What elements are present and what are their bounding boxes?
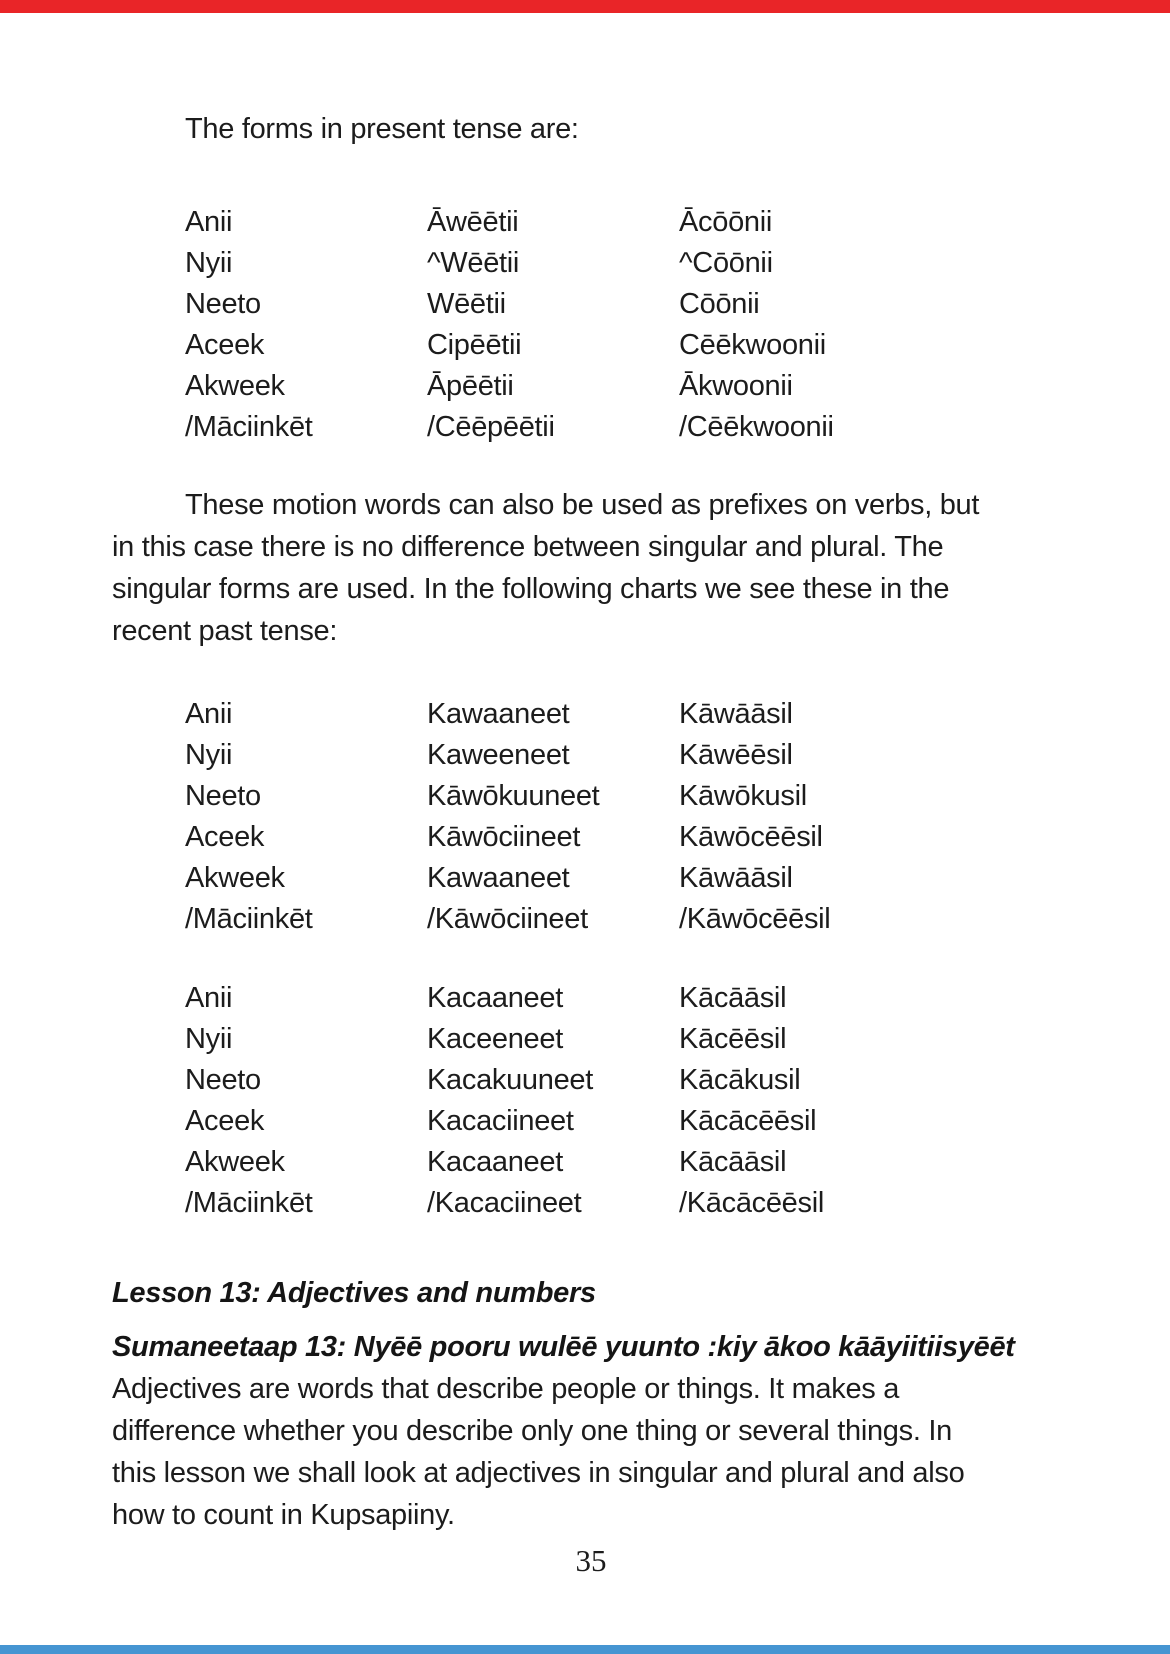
paragraph-line: how to count in Kupsapiiny. — [112, 1499, 455, 1531]
pronoun-cell: /Māciinkēt — [185, 1187, 313, 1219]
verb-form-cell: /Kacaciineet — [427, 1187, 582, 1219]
paragraph-line: singular forms are used. In the following charts we see these in the — [112, 573, 950, 605]
verb-form-cell: Kācākusil — [679, 1064, 801, 1096]
verb-form-cell: Kāwēēsil — [679, 739, 793, 771]
paragraph-line: Adjectives are words that describe people or things. It makes a — [112, 1373, 900, 1405]
table-row — [185, 817, 1070, 858]
paragraph-line: in this case there is no difference between singular and plural. The — [112, 531, 944, 563]
verb-plural-cell: Cēēkwoonii — [679, 329, 826, 361]
verb-form-cell: Kācācēēsil — [679, 1105, 817, 1137]
page-number: 35 — [575, 1543, 607, 1578]
motion-words-paragraph — [112, 484, 1070, 652]
table-row — [185, 366, 1070, 407]
verb-plural-cell: Cōōnii — [679, 288, 760, 320]
pronoun-cell: Anii — [185, 982, 233, 1014]
verb-form-cell: Kāwāāsil — [679, 862, 793, 894]
recent-past-table-1 — [185, 694, 1070, 940]
table-row — [185, 735, 1070, 776]
lesson-heading: Lesson 13: Adjectives and numbers — [112, 1277, 596, 1309]
table-row — [185, 1183, 1070, 1224]
lesson-subheading-kupsapiiny: Sumaneetaap 13: Nyēē pooru wulēē yuunto :kiy ākoo kāāyiitiisyēēt — [112, 1331, 1015, 1363]
pronoun-cell: Neeto — [185, 288, 261, 320]
table-row — [185, 1060, 1070, 1101]
verb-plural-cell: Ākwoonii — [679, 370, 793, 402]
table-row — [185, 243, 1070, 284]
verb-plural-cell: Ācōōnii — [679, 206, 773, 238]
verb-form-cell: Kawaaneet — [427, 862, 570, 894]
table-row — [185, 1101, 1070, 1142]
table-row — [185, 858, 1070, 899]
pronoun-cell: Aceek — [185, 329, 265, 361]
bottom-edge-blue-stripe — [0, 1645, 1170, 1654]
adjectives-paragraph — [112, 1368, 1070, 1536]
verb-form-cell: Kacaaneet — [427, 982, 563, 1014]
pronoun-cell: /Māciinkēt — [185, 411, 313, 443]
verb-form-cell: Kāwōkuuneet — [427, 780, 600, 812]
verb-form-cell: Kacaciineet — [427, 1105, 574, 1137]
table-row — [185, 899, 1070, 940]
verb-form-cell: Kāwōciineet — [427, 821, 581, 853]
pronoun-cell: Nyii — [185, 1023, 233, 1055]
paragraph-line: recent past tense: — [112, 615, 338, 647]
verb-form-cell: Kawaaneet — [427, 698, 570, 730]
verb-singular-cell: ^Wēētii — [427, 247, 520, 279]
verb-form-cell: /Kāwōciineet — [427, 903, 588, 935]
verb-form-cell: Kāwōcēēsil — [679, 821, 823, 853]
pronoun-cell: Neeto — [185, 1064, 261, 1096]
verb-form-cell: /Kāwōcēēsil — [679, 903, 831, 935]
verb-form-cell: Kacakuuneet — [427, 1064, 593, 1096]
verb-form-cell: /Kācācēēsil — [679, 1187, 824, 1219]
table-row — [185, 407, 1070, 448]
verb-form-cell: Kāwāāsil — [679, 698, 793, 730]
pronoun-cell: Nyii — [185, 247, 233, 279]
table-row — [185, 694, 1070, 735]
pronoun-cell: Akweek — [185, 370, 285, 402]
pronoun-cell: /Māciinkēt — [185, 903, 313, 935]
pronoun-cell: Nyii — [185, 739, 233, 771]
pronoun-cell: Anii — [185, 206, 233, 238]
verb-form-cell: Kāwōkusil — [679, 780, 807, 812]
paragraph-line: These motion words can also be used as prefixes on verbs, but — [185, 489, 980, 521]
table-row — [185, 978, 1070, 1019]
verb-singular-cell: Āwēētii — [427, 206, 519, 238]
table-row — [185, 1019, 1070, 1060]
present-tense-table — [185, 202, 1070, 448]
table-row — [185, 1142, 1070, 1183]
paragraph-line: this lesson we shall look at adjectives in singular and plural and also — [112, 1457, 965, 1489]
table-row — [185, 284, 1070, 325]
verb-plural-cell: ^Cōōnii — [679, 247, 773, 279]
verb-singular-cell: Cipēētii — [427, 329, 522, 361]
verb-form-cell: Kacaaneet — [427, 1146, 563, 1178]
pronoun-cell: Aceek — [185, 821, 265, 853]
verb-form-cell: Kācāāsil — [679, 982, 787, 1014]
pronoun-cell: Aceek — [185, 1105, 265, 1137]
verb-form-cell: Kaceeneet — [427, 1023, 563, 1055]
table-row — [185, 776, 1070, 817]
verb-form-cell: Kācāāsil — [679, 1146, 787, 1178]
page-content — [112, 0, 1070, 1582]
pronoun-cell: Anii — [185, 698, 233, 730]
verb-singular-cell: Āpēētii — [427, 370, 514, 402]
verb-plural-cell: /Cēēkwoonii — [679, 411, 834, 443]
table-row — [185, 202, 1070, 243]
pronoun-cell: Akweek — [185, 1146, 285, 1178]
verb-singular-cell: Wēētii — [427, 288, 506, 320]
paragraph-line: difference whether you describe only one thing or several things. In — [112, 1415, 952, 1447]
verb-singular-cell: /Cēēpēētii — [427, 411, 555, 443]
verb-form-cell: Kācēēsil — [679, 1023, 787, 1055]
recent-past-table-2 — [185, 978, 1070, 1224]
pronoun-cell: Akweek — [185, 862, 285, 894]
verb-form-cell: Kaweeneet — [427, 739, 570, 771]
pronoun-cell: Neeto — [185, 780, 261, 812]
table-row — [185, 325, 1070, 366]
intro-sentence: The forms in present tense are: — [185, 113, 579, 145]
